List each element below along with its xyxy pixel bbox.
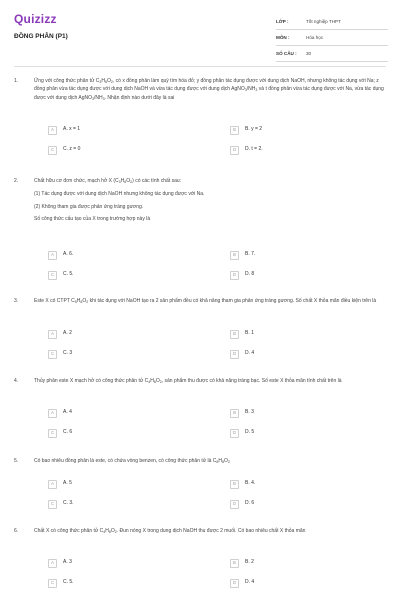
page-title: ĐỒNG PHÂN (P1) (14, 33, 68, 40)
option-letter: D (230, 500, 239, 509)
answer-options (34, 479, 390, 519)
question-line: Thủy phân este X mạch hở có công thức phân tử $C_4H_6O_2$, sản phẩm thu được có khả năng tráng bạc. Số este X thỏa mãn tính chất trên là (34, 378, 342, 384)
question-text (34, 78, 390, 108)
option-letter: B (230, 330, 239, 339)
option-a[interactable] (48, 558, 72, 568)
question-line: (2) Không tham gia được phản ứng tráng gương. (34, 203, 144, 210)
option-letter: A (48, 559, 57, 568)
question-number: 2. (14, 178, 19, 184)
header-divider (14, 66, 386, 67)
option-text: C. 6 (63, 429, 73, 436)
option-text: A. 6. (63, 251, 74, 258)
option-text: B. 4. (245, 480, 256, 487)
meta-value: 30 (306, 51, 312, 56)
meta-value: Hóa học (306, 35, 324, 40)
meta-value: Tốt nghiệp THPT (306, 19, 341, 24)
option-letter: B (230, 409, 239, 418)
meta-subject (276, 30, 388, 46)
option-c[interactable] (48, 578, 74, 588)
question-number: 3. (14, 298, 19, 304)
option-letter: C (48, 146, 57, 155)
option-text: C. 3 (63, 350, 73, 357)
option-text: A. 4 (63, 409, 72, 416)
worksheet-header (0, 0, 400, 66)
question-text (34, 378, 390, 391)
option-letter: C (48, 429, 57, 438)
option-a[interactable] (48, 479, 72, 489)
option-c[interactable] (48, 499, 74, 509)
option-text: A. 3 (63, 559, 72, 566)
option-text: B. y = 2 (245, 126, 263, 133)
option-d[interactable] (230, 578, 254, 588)
option-text: D. 6 (245, 500, 255, 507)
option-text: B. 7. (245, 251, 256, 258)
question-line: Chất X có công thức phân tử $C_4H_8O_2$. Đun nóng X trong dung dịch NaOH thu được 2 muối. Có bao nhiêu chất X thỏa mãn (34, 528, 306, 534)
question-line: Có bao nhiêu đồng phân là este, có chứa vòng benzen, có công thức phân tử là $C_8H_8O_2$ (34, 458, 230, 464)
meta-question-count (276, 46, 388, 62)
option-letter: D (230, 579, 239, 588)
option-letter: C (48, 500, 57, 509)
option-a[interactable] (48, 125, 80, 135)
option-text: A. 5 (63, 480, 72, 487)
option-letter: B (230, 251, 239, 260)
option-c[interactable] (48, 428, 72, 438)
option-letter: C (48, 579, 57, 588)
option-text: D. t = 2. (245, 146, 263, 153)
option-b[interactable] (230, 558, 254, 568)
option-letter: D (230, 429, 239, 438)
option-b[interactable] (230, 250, 255, 260)
question-number: 5. (14, 458, 19, 464)
option-letter: B (230, 480, 239, 489)
question-text (34, 178, 390, 229)
option-b[interactable] (230, 329, 254, 339)
question-text (34, 528, 390, 541)
option-d[interactable] (230, 270, 254, 280)
option-b[interactable] (230, 479, 255, 489)
option-d[interactable] (230, 145, 263, 155)
option-letter: A (48, 330, 57, 339)
question-number: 1. (14, 78, 19, 84)
answer-options (34, 329, 390, 369)
question-number: 6. (14, 528, 19, 534)
meta-key: LỚP : (276, 19, 289, 24)
option-text: B. 2 (245, 559, 254, 566)
question-text (34, 298, 390, 311)
question-line: Số công thức cấu tạo của X trong trường hợp này là (34, 216, 151, 223)
option-d[interactable] (230, 499, 254, 509)
option-text: C. 3. (63, 500, 74, 507)
option-letter: D (230, 350, 239, 359)
option-letter: A (48, 480, 57, 489)
option-d[interactable] (230, 349, 254, 359)
option-letter: C (48, 350, 57, 359)
option-text: A. x = 1 (63, 126, 81, 133)
option-text: D. 5 (245, 429, 255, 436)
option-c[interactable] (48, 349, 72, 359)
meta-info (276, 14, 388, 62)
question-line: Ứng với công thức phân tử $C_3H_6O_2$, có x đồng phân làm quỳ tím hóa đỏ; y đồng phân tác dụng được với dung dịch NaOH, nhưng không tác dụng với Na; z đồng phân vừa tác dụng được với dung dịch NaOH và vừa tác dụng được với dung dịch $AgNO_3/NH_3$ và t đồng phân vừa tác dụng được với Na, vừa tác dụng được với dung dịch $AgNO_3/NH_3$. Nhận định nào dưới đây là sai (34, 78, 384, 101)
question-line: Este X có CTPT $C_5H_8O_2$ khi tác dụng với NaOH tạo ra 2 sản phẩm đều có khả năng tham gia phản ứng tráng gương. Số chất X thỏa mãn điều kiện trên là (34, 298, 377, 304)
question-text (34, 458, 390, 471)
option-text: B. 3 (245, 409, 254, 416)
option-text: D. 4 (245, 579, 255, 586)
question-line: (1) Tác dụng được với dung dịch NaOH nhưng không tác dụng được với Na. (34, 191, 205, 198)
option-text: D. 4 (245, 350, 255, 357)
option-a[interactable] (48, 408, 72, 418)
option-letter: D (230, 146, 239, 155)
option-b[interactable] (230, 408, 254, 418)
option-text: C. z = 0 (63, 146, 81, 153)
option-letter: A (48, 251, 57, 260)
answer-options (34, 558, 390, 598)
option-a[interactable] (48, 329, 72, 339)
quizizz-logo: Quizizz (14, 12, 57, 26)
option-letter: B (230, 126, 239, 135)
option-letter: C (48, 271, 57, 280)
option-b[interactable] (230, 125, 262, 135)
meta-key: SỐ CÂU : (276, 51, 297, 56)
option-c[interactable] (48, 270, 74, 280)
option-d[interactable] (230, 428, 254, 438)
option-letter: D (230, 271, 239, 280)
question-number: 4. (14, 378, 19, 384)
option-letter: A (48, 126, 57, 135)
option-letter: A (48, 409, 57, 418)
meta-class (276, 14, 388, 30)
meta-key: MÔN : (276, 35, 290, 40)
option-letter: B (230, 559, 239, 568)
answer-options (34, 250, 390, 290)
option-text: A. 2 (63, 330, 72, 337)
option-text: C. 5. (63, 579, 74, 586)
option-text: D. 8 (245, 271, 255, 278)
option-a[interactable] (48, 250, 73, 260)
answer-options (34, 408, 390, 448)
option-text: B. 1 (245, 330, 254, 337)
answer-options (34, 125, 390, 165)
option-text: C. 5. (63, 271, 74, 278)
question-line: Chất hữu cơ đơn chức, mạch hở X $(C_3H_6O_2)$ có các tính chất sau: (34, 178, 182, 184)
option-c[interactable] (48, 145, 80, 155)
